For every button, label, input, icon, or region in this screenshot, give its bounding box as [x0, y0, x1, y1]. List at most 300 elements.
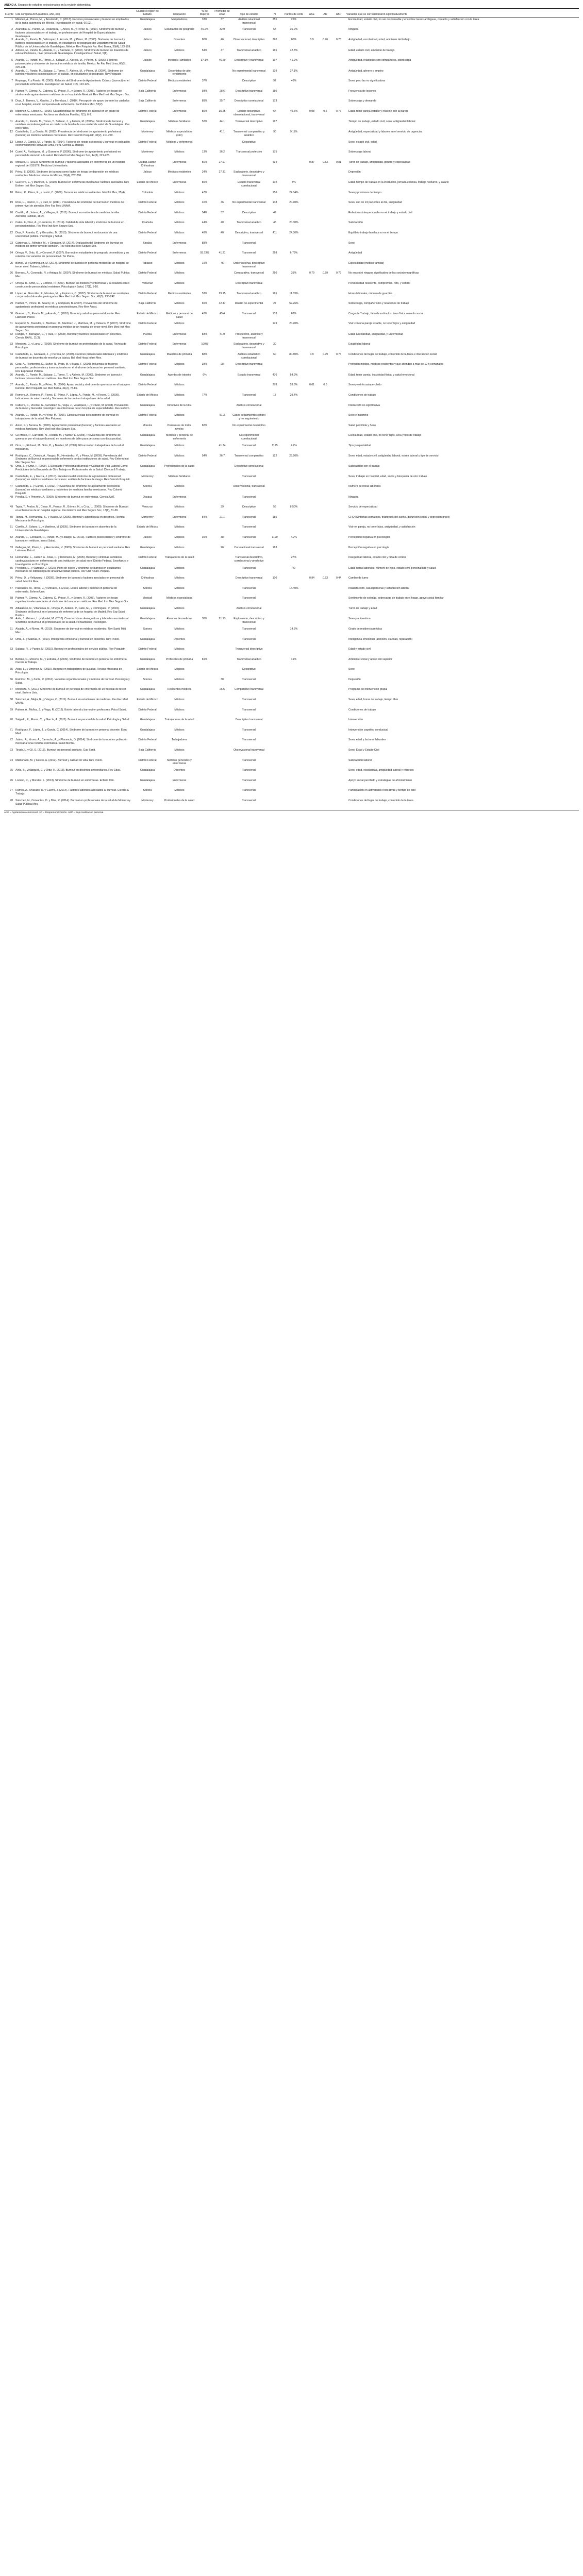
mean-age-cell: 26.5: [219, 688, 225, 691]
header-cell: ABP: [332, 9, 345, 18]
sample-size-cell: [267, 414, 282, 424]
cutoff-cell: [282, 526, 305, 536]
variables-cell: No encontró ninguna significativa de las sociodemográficas: [348, 272, 419, 275]
occupation-cell: Maestros de primaria: [166, 352, 192, 356]
cutoff-cell: 40: [292, 566, 295, 570]
state-cell: Guadalajara: [140, 403, 155, 407]
variables-cell: Servicio de especialidad: [348, 505, 377, 509]
row-number: 60: [10, 617, 13, 621]
mean-age-cell: [213, 322, 231, 332]
women-pct-cell: 89%: [202, 99, 208, 103]
mean-age-cell: 38: [221, 535, 224, 539]
row-number: 47: [10, 485, 13, 488]
women-pct-cell: [196, 789, 213, 799]
row-number: 66: [10, 677, 13, 681]
abp-cell: [332, 282, 345, 292]
header-cell: Puntos de corte: [282, 9, 305, 18]
ad-cell: [319, 789, 332, 799]
sample-size-cell: [267, 789, 282, 799]
cutoff-cell: 28.3%: [290, 383, 298, 387]
table-row: [4, 353, 579, 363]
mean-age-cell: [213, 191, 231, 201]
citation-cell: Aranda, C., Pando, M., y Pérez, M. (2006). Consecuencias del síndrome de burnout en trabajadores de la salud. Rev Psiquiatr.: [15, 414, 119, 421]
cutoff-cell: [282, 597, 305, 607]
row-number: 27: [10, 281, 13, 285]
aae-cell: [305, 526, 319, 536]
women-pct-cell: [196, 708, 213, 719]
women-pct-cell: [196, 759, 213, 769]
state-cell: Sonora: [143, 485, 152, 488]
citation-cell: Ortiz, J., y Salinas, B. (2010). Inteligencia emocional y burnout en docentes. Rev Psicol.: [15, 637, 120, 641]
aae-cell: [305, 343, 319, 353]
women-pct-cell: 38%: [202, 363, 208, 366]
variables-cell: Percepción negativa en psicológico: [348, 535, 391, 539]
row-number: 61: [10, 627, 13, 631]
state-cell: Distrito Federal: [138, 556, 157, 560]
cutoff-cell: 54.9%: [290, 373, 298, 377]
state-cell: Distrito Federal: [138, 383, 157, 387]
citation-cell: Aston, F. y Barrera, M. (2009). Agotamiento profesional (burnout) y factores asociados en médicos familiares. Rev Med Inst Mex Seguro Soc.: [15, 423, 122, 431]
table-row: [4, 496, 579, 506]
study-type-cell: Descriptivo correlacional: [234, 465, 264, 468]
mean-age-cell: [213, 181, 231, 191]
abp-cell: [332, 444, 345, 454]
study-type-cell: Descriptivo transversal: [235, 718, 263, 722]
citation-cell: Beltrán, C., Moreno, M., y Estrada, J. (2009). Síndrome de burnout en personal de enfermería. Ciencia & Trabajo.: [15, 657, 128, 665]
mean-age-cell: [213, 353, 231, 363]
cutoff-cell: 59.26%: [289, 302, 298, 306]
row-number: 76: [10, 778, 13, 782]
citation-cell: Hernández, L., Juárez, A., Arias, F., y Dickinson, M. (2005). Burnout y síntomas somáticos cardiovasculares en enfermeras de una institución de salud en el Distrito Federal. Enseñanza e Investigación en Psicología.: [15, 556, 129, 566]
citation-cell: Oros, L., Richaud, M., Soto, P., y Benítez, M. (2009). El burnout en trabajadores de la salud mexicanos.: [15, 444, 124, 451]
table-row: [4, 708, 579, 719]
women-pct-cell: 89%: [202, 110, 208, 113]
table-row: [4, 749, 579, 759]
occupation-cell: Médicos: [174, 281, 185, 285]
abp-cell: [332, 90, 345, 100]
aae-cell: [305, 678, 319, 688]
mean-age-cell: 45: [221, 261, 224, 265]
sample-size-cell: 1125: [272, 444, 278, 448]
occupation-cell: Médicos: [174, 231, 185, 234]
abp-cell: [332, 28, 345, 38]
row-number: 44: [10, 454, 13, 457]
ad-cell: [319, 424, 332, 434]
study-type-cell: [231, 191, 267, 201]
table-row: [4, 272, 579, 282]
mean-age-cell: [213, 141, 231, 151]
table-row: [4, 638, 579, 648]
table-row: [4, 90, 579, 100]
study-type-cell: Transversal: [242, 708, 256, 711]
citation-cell: Díaz, J., Barrera, V., Gaviria, J. y Mendoza, I. (2010). Percepción de apoyo durante los cuidados en el hospital, estudio comparativo de enfermería. Sal Publica Mex, 52(2).: [15, 99, 130, 107]
variables-cell: Sexo, edad y factores laborales: [348, 738, 386, 742]
citation-cell: Arias, L., y Jiménez, M. (2010). Burnout en trabajadores de la salud. Revista Mexicana de Psicología.: [15, 668, 122, 675]
citation-cell: Palmer, A., Muñoz, J., y Vega, R. (2012). Estrés laboral y burnout en profesores. Psicol Salud.: [15, 708, 127, 711]
mean-age-cell: [213, 597, 231, 607]
occupation-cell: Médicos: [174, 322, 185, 326]
occupation-cell: Alumnos de medicina: [166, 617, 192, 621]
sample-size-cell: 268: [272, 251, 277, 255]
sample-size-cell: 149: [272, 322, 277, 326]
table-row: [4, 698, 579, 708]
variables-cell: GHQ (Síntomas somáticos, trastornos del sueño, disfunción social y depresión grave): [348, 515, 450, 519]
occupation-cell: Profesionales de la salud: [164, 799, 194, 802]
women-pct-cell: 54%: [202, 454, 208, 457]
row-number: 78: [10, 799, 13, 802]
ad-cell: [319, 759, 332, 769]
abp-cell: [332, 587, 345, 597]
study-type-cell: Transversal: [242, 637, 256, 641]
row-number: 5: [11, 59, 13, 62]
abp-cell: [332, 617, 345, 628]
ad-cell: [319, 191, 332, 201]
sample-size-cell: 139: [272, 69, 277, 73]
abp-cell: 0.76: [336, 38, 342, 42]
citation-cell: Rangel, Y., Barragán, C., y Ruiz, R. (2008). Burnout y factores psicosociales en docentes. Ciencia UANL, 11(3).: [15, 332, 122, 340]
variables-cell: Sobrecarga laboral: [348, 150, 371, 154]
aae-cell: [305, 698, 319, 708]
sample-size-cell: [267, 262, 282, 272]
sample-size-cell: 175: [272, 150, 277, 154]
sample-size-cell: 30: [273, 343, 276, 346]
mean-age-cell: [213, 465, 231, 475]
cutoff-cell: [282, 434, 305, 444]
occupation-cell: Médicos: [174, 566, 185, 570]
mean-age-cell: [213, 658, 231, 668]
ad-cell: [319, 496, 332, 506]
abp-cell: 0.79: [336, 272, 342, 275]
cutoff-cell: 11.83%: [289, 292, 298, 295]
ad-cell: 0.6: [323, 383, 327, 387]
aae-cell: [305, 171, 319, 181]
ad-cell: [319, 79, 332, 90]
study-type-cell: Transversal analítico: [237, 657, 261, 661]
variables-cell: Edad, horas laborales, número de hijos, estado civil, personalidad y salud: [348, 566, 436, 570]
occupation-cell: Médicos y personal de enfermería: [166, 434, 193, 441]
women-pct-cell: 24%: [202, 171, 208, 174]
row-number: 20: [10, 211, 13, 214]
occupation-cell: Médicos: [174, 708, 185, 711]
citation-cell: Aranda, C., Pando, M., Torres, T., Salazar, J., y Aldrete, M. (2005a). Síndrome de burnout y variables sociodemográficas en médicos de familia de una unidad de salud de Guadalajara. Rev Mex Psicol.: [15, 120, 130, 130]
variables-cell: Sexo y estrés autopercibido: [348, 383, 382, 387]
row-number: 74: [10, 758, 13, 762]
variables-cell: Sexo: [348, 668, 355, 671]
table-header-row: [4, 9, 579, 18]
ad-cell: 0.53: [322, 160, 328, 164]
study-type-cell: [231, 161, 267, 171]
cutoff-cell: [282, 171, 305, 181]
citation-cell: Cárdenas, L., Méndez, M., y González, M. (2014). Evaluación del Síndrome de Burnout en médicos de primer nivel de atención. Rev Med Inst Mex Seguro Soc.: [15, 241, 123, 248]
sample-size-cell: [267, 496, 282, 506]
study-type-cell: Descriptivo transversal: [235, 577, 263, 580]
aae-cell: [305, 251, 319, 262]
citation-cell: Esquivel, S., Buendía, F., Martínez, O., Martínez, J., Martínez, M., y Velasco, V. (2007). Síndrome de agotamiento profesional en personal médico de un hospital de tercer nivel. Rev Med Inst Mex Seguro Soc.: [15, 322, 131, 332]
aae-cell: [305, 231, 319, 242]
women-pct-cell: 100%: [201, 343, 208, 346]
mean-age-cell: [213, 769, 231, 779]
sample-size-cell: 64: [273, 110, 276, 113]
cutoff-cell: [282, 678, 305, 688]
sample-size-cell: 122: [272, 454, 277, 457]
variables-cell: Condiciones de trabajo: [348, 394, 376, 397]
ad-cell: [319, 251, 332, 262]
cutoff-cell: [282, 242, 305, 252]
mean-age-cell: 27.31: [219, 171, 226, 174]
abp-cell: [332, 516, 345, 526]
state-cell: Guadalajara: [140, 352, 155, 356]
ad-cell: [319, 150, 332, 161]
mean-age-cell: [213, 404, 231, 414]
women-pct-cell: [196, 738, 213, 749]
mean-age-cell: [213, 434, 231, 444]
variables-cell: Relaciones interpersonales en el trabajo y estado civil: [348, 211, 412, 214]
study-type-cell: Transversal: [242, 251, 256, 255]
women-pct-cell: [196, 556, 213, 566]
abp-cell: [332, 201, 345, 211]
study-type-cell: Transversal: [242, 698, 256, 702]
cutoff-cell: [282, 688, 305, 698]
table-row: [4, 79, 579, 90]
table-row: [4, 322, 579, 332]
state-cell: Chihuahua: [141, 577, 154, 580]
citation-cell: Preciado, L., y Vázquez, J. (2010). Perfil de estrés y síndrome de burnout en estudiantes mexicanos de odontología de una universidad pública. Rev Chil Neuro-Psiquiat.: [15, 566, 121, 573]
state-cell: Estado de México: [137, 698, 158, 702]
aae-cell: [305, 779, 319, 789]
row-number: 68: [10, 698, 13, 702]
occupation-cell: Médicos: [174, 48, 185, 52]
table-row: [4, 49, 579, 59]
citation-cell: Palmer, Y., Gómez, A., Cabrera, C., Prince, R., y Searcy, R. (2005). Factores de riesgo del síndrome de agotamiento en médicos de un hospital de Mexicali. Rev Med Inst Mex Seguro Soc.: [15, 89, 130, 96]
women-pct-cell: 50%: [202, 160, 208, 164]
abp-cell: [332, 231, 345, 242]
study-type-cell: Transversal: [242, 769, 256, 772]
state-cell: Monterrey: [141, 515, 154, 519]
citation-cell: Ortiz, J., y Ortiz, H. (2009). El Desgaste Profesional (Burnout) y Calidad de Vida Laboral Como Predictores de la Búsqueda de Otro Trabajo en Profesionales de la Salud. Ciencia & Trabajo.: [15, 465, 128, 471]
cutoff-cell: [282, 789, 305, 799]
abp-cell: [332, 292, 345, 302]
mean-age-cell: 40: [221, 231, 224, 234]
study-type-cell: Transversal: [242, 789, 256, 792]
study-type-cell: Transversal: [242, 597, 256, 600]
occupation-cell: Médicos: [174, 749, 185, 752]
cutoff-cell: [282, 708, 305, 719]
occupation-cell: Médicos: [174, 302, 185, 306]
ad-cell: [319, 526, 332, 536]
occupation-cell: Docentes: [174, 769, 185, 772]
abp-cell: [332, 496, 345, 506]
abp-cell: [332, 556, 345, 566]
occupation-cell: Médicos: [174, 677, 185, 681]
citation-cell: Castañeda, E. y García, J. (2012). Prevalencia del síndrome de agotamiento profesional (burnout) en médicos familiares y residentes de medicina familiar mexicanos. Rev Colomb Psiquiatr.: [15, 485, 123, 495]
cutoff-cell: 36.9%: [290, 27, 298, 31]
state-cell: Guadalajara: [140, 637, 155, 641]
abp-cell: [332, 49, 345, 59]
variables-cell: Sexo, edad, estado civil, antigüedad laboral, estrés laboral y tipo de servicio: [348, 454, 439, 457]
women-pct-cell: [196, 434, 213, 444]
women-pct-cell: 37%: [202, 79, 208, 83]
sample-size-cell: [267, 678, 282, 688]
ad-cell: [319, 638, 332, 648]
sample-size-cell: [267, 607, 282, 617]
cutoff-cell: 23.20%: [289, 454, 298, 457]
row-number: 30: [10, 312, 13, 315]
mean-age-cell: [213, 242, 231, 252]
cutoff-cell: [282, 648, 305, 658]
state-cell: Estado de México: [137, 181, 158, 184]
variables-cell: Cargo de Trabajo, falta de estímulos, área física o medio social: [348, 312, 424, 315]
table-body: [4, 18, 579, 809]
ad-cell: [319, 130, 332, 141]
state-cell: Veracruz: [142, 505, 153, 509]
row-number: 51: [10, 526, 13, 529]
aae-cell: [305, 759, 319, 769]
study-type-cell: No experimental descriptivo: [232, 423, 265, 427]
variables-cell: Sentimiento de soledad, sobrecarga de trabajo en el hogar, apoyo social familiar: [348, 597, 444, 600]
state-cell: Estado de México: [137, 526, 158, 529]
table-row: [4, 312, 579, 323]
state-cell: Monterrey: [141, 474, 154, 478]
citation-cell: Pérez, D., y Velázquez, I. (2009). Síndrome de burnout y factores asociados en personal de salud. Med Int Mex.: [15, 577, 124, 583]
state-cell: Monterrey: [141, 799, 154, 802]
row-number: 65: [10, 668, 13, 671]
abp-cell: [332, 668, 345, 678]
mean-age-cell: 21.13: [219, 617, 226, 621]
table-row: [4, 383, 579, 394]
aae-cell: [305, 404, 319, 414]
aae-cell: [305, 363, 319, 373]
women-pct-cell: 6%: [203, 373, 207, 377]
cutoff-cell: [282, 728, 305, 739]
variables-cell: Ambiente social y apoyo del superior: [348, 657, 392, 661]
variables-cell: Antigüedad: [348, 251, 362, 255]
study-type-cell: Comparativo transversal: [234, 688, 264, 691]
variables-cell: Estabilidad laboral: [348, 343, 371, 346]
study-type-cell: Transversal descriptivo: [235, 648, 263, 651]
study-type-cell: Exploratorio, descriptivo y transversal: [234, 171, 264, 178]
women-pct-cell: [196, 496, 213, 506]
study-type-cell: Análisis estadístico correlacional: [237, 352, 261, 360]
sample-size-cell: [267, 658, 282, 668]
citation-cell: Ávila, S., Velázquez, E. y Ortiz, H. (2013). Burnout en docentes universitarios. Rev Educ.: [15, 769, 121, 772]
table-row: [4, 141, 579, 151]
table-row: [4, 536, 579, 546]
variables-cell: Turno de trabajo, antigüedad, género y especialidad: [348, 160, 410, 164]
table-row: [4, 454, 579, 465]
ad-cell: [319, 475, 332, 485]
table-row: [4, 799, 579, 809]
ad-cell: [319, 556, 332, 566]
table-row: [4, 120, 579, 130]
variables-cell: Número de horas laborales: [348, 485, 381, 488]
abp-cell: [332, 221, 345, 231]
mean-age-cell: 40: [221, 221, 224, 225]
cutoff-cell: [282, 546, 305, 556]
mean-age-cell: [213, 648, 231, 658]
sample-size-cell: 133: [272, 312, 277, 315]
header-cell: Cita completa APA (autores, año, etc): [14, 9, 132, 18]
occupation-cell: Médicos familiares: [168, 120, 191, 123]
row-number: 43: [10, 444, 13, 448]
row-number: 62: [10, 637, 13, 641]
state-cell: Distrito Federal: [138, 363, 157, 366]
cutoff-cell: [282, 333, 305, 343]
variables-cell: Condiciones de trabajo: [348, 708, 376, 711]
aae-cell: 0.79: [309, 272, 315, 275]
citation-cell: Ramírez, M., y Zurita, R. (2010). Variables organizacionales y síndrome de burnout. Psicología y Salud.: [15, 677, 130, 685]
sample-size-cell: [267, 171, 282, 181]
sample-size-cell: [267, 779, 282, 789]
mean-age-cell: 47: [221, 48, 224, 52]
table-row: [4, 648, 579, 658]
abp-cell: [332, 130, 345, 141]
ad-cell: 0.76: [322, 38, 328, 42]
occupation-cell: Médicos: [174, 454, 185, 457]
cutoff-cell: [282, 363, 305, 373]
mean-age-cell: [213, 424, 231, 434]
variables-cell: Inseguridad laboral, estado civil y falta de control: [348, 556, 407, 560]
state-cell: Distrito Federal: [138, 758, 157, 762]
study-type-cell: Transversal: [242, 738, 256, 742]
table-row: [4, 99, 579, 110]
variables-cell: Ninguna: [348, 495, 359, 499]
row-number: 28: [10, 292, 13, 295]
sample-size-cell: 17: [273, 394, 276, 397]
state-cell: Distrito Federal: [138, 251, 157, 255]
ad-cell: [319, 607, 332, 617]
citation-cell: Aldrete, M., Pando, M., Aranda, C., y Balcázar, N. (2003). Síndrome de burnout en maestros de educación básica, nivel primaria de Guadalajara. Investigación en Salud, 5(1).: [15, 48, 129, 56]
study-type-cell: Observacional transversal: [234, 749, 264, 752]
state-cell: Jalisco: [143, 535, 152, 539]
state-cell: Estado de México: [137, 394, 158, 397]
table-row: [4, 343, 579, 353]
aae-cell: [305, 70, 319, 80]
citation-cell: Tapia, T., Avalos, M., Cesar, R., Franco, R., Gómez, H., y Cruz, L. (2009). Síndrome de Burnout en enfermeras de un hospital regional. Rev Enferm Inst Mex Seguro Soc, 17(1), 31-38.: [15, 505, 128, 512]
variables-cell: Sexo e insomnio: [348, 414, 369, 417]
abp-cell: [332, 302, 345, 312]
study-type-cell: Transversal: [242, 394, 256, 397]
state-cell: Mexicali: [142, 597, 153, 600]
aae-cell: [305, 374, 319, 384]
ad-cell: 0.6: [323, 110, 327, 113]
occupation-cell: Médicos especialistas (460): [166, 130, 193, 137]
table-row: [4, 658, 579, 668]
study-type-cell: Descriptivo: [242, 211, 256, 214]
sample-size-cell: [267, 708, 282, 719]
abp-cell: [332, 251, 345, 262]
table-row: [4, 130, 579, 141]
mean-age-cell: [213, 383, 231, 394]
sample-size-cell: 255: [272, 18, 277, 21]
study-type-cell: Transversal comparativo: [234, 454, 264, 457]
table-row: [4, 282, 579, 292]
cutoff-cell: [282, 343, 305, 353]
variables-cell: Edad, Escolaridad, antigüedad, y Enfermedad: [348, 332, 403, 336]
state-cell: Jalisco: [143, 171, 152, 174]
state-cell: Guadalajara: [140, 688, 155, 691]
citation-cell: Aranda, C., González, R., Pando, M., y Hidalgo, G. (2013). Factores psicosociales y síndrome de burnout en médicos. Invest Salud.: [15, 535, 131, 543]
aae-cell: [305, 414, 319, 424]
occupation-cell: Médicos: [174, 577, 185, 580]
ad-cell: [319, 181, 332, 191]
citation-cell: Juárez, A., Idrovo, A., Camacho, A., y Placencia, O. (2014). Síndrome de burnout en población mexicana: una revisión sistemática. Salud Mental.: [15, 738, 128, 745]
table-row: [4, 414, 579, 424]
ad-cell: [319, 617, 332, 628]
row-number: 9: [11, 99, 13, 103]
row-number: 15: [10, 160, 13, 164]
sample-size-cell: [267, 485, 282, 495]
abp-cell: [332, 658, 345, 668]
